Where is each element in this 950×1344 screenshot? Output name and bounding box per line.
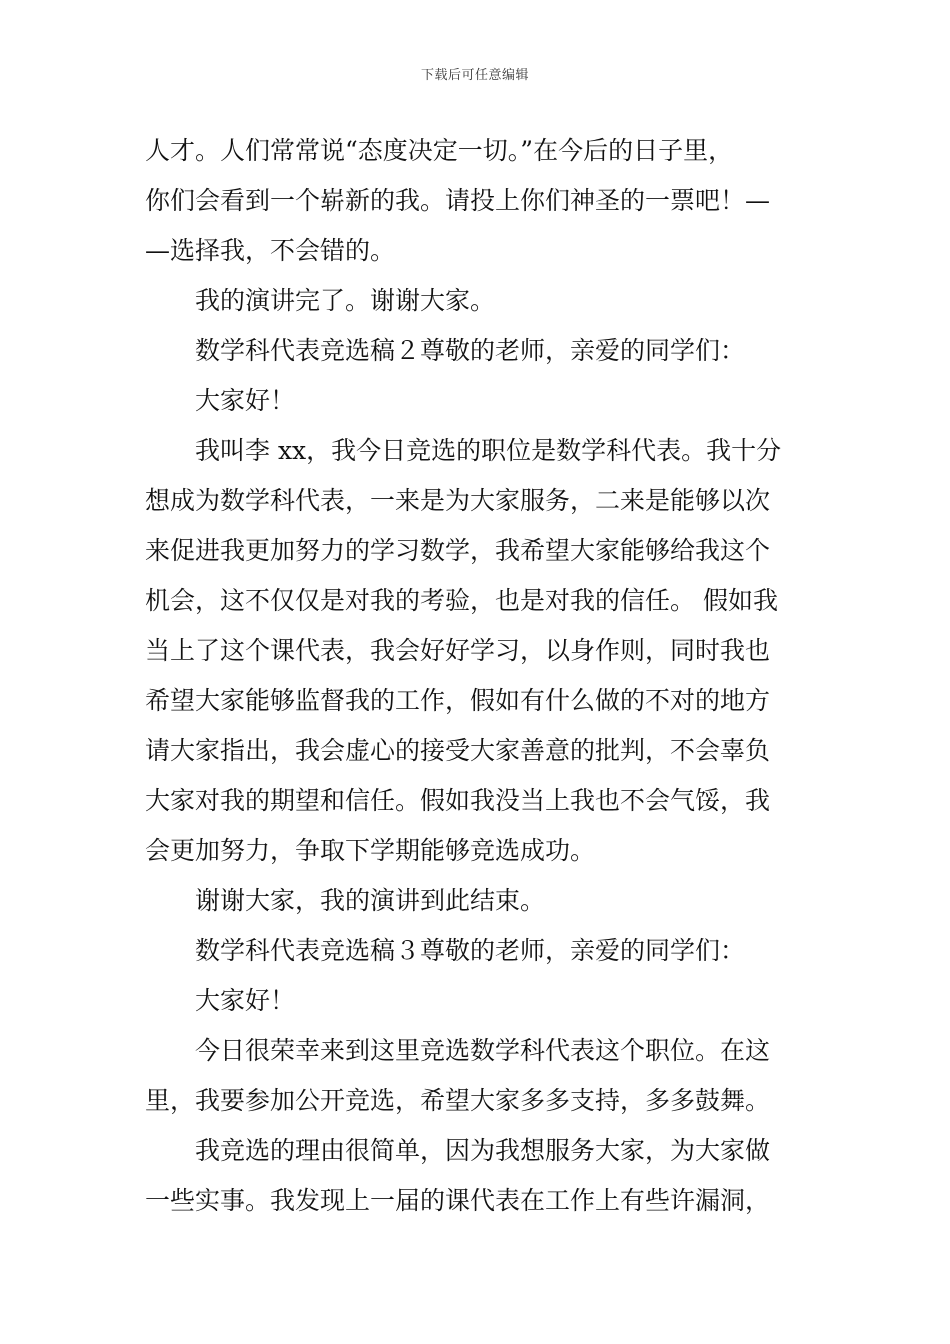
text-line: 当上了这个课代表，我会好好学习，以身作则，同时我也 — [145, 636, 771, 665]
text-line: 来促进我更加努力的学习数学，我希望大家能够给我这个 — [145, 536, 771, 565]
text-line: 人才。人们常常说“态度决定一切。”在今后的日子里， — [145, 136, 734, 165]
text-line: 一些实事。我发现上一届的课代表在工作上有些许漏洞， — [145, 1186, 771, 1215]
page-header: 下载后可任意编辑 — [420, 68, 529, 83]
text-line: 希望大家能够监督我的工作，假如有什么做的不对的地方 — [145, 686, 771, 715]
text-line: 会更加努力，争取下学期能够竞选成功。 — [145, 836, 596, 865]
text-line: 里，我要参加公开竞选，希望大家多多支持，多多鼓舞。 — [145, 1086, 771, 1115]
document-body — [145, 126, 807, 1226]
text-line: 今日很荣幸来到这里竞选数学科代表这个职位。在这 — [195, 1036, 771, 1065]
text-line: —选择我，不会错的。 — [145, 236, 396, 265]
text-line: 我竞选的理由很简单，因为我想服务大家，为大家做 — [195, 1136, 771, 1165]
section-title: 数学科代表竞选稿３尊敬的老师，亲爱的同学们： — [195, 936, 746, 965]
section-title: 数学科代表竞选稿２尊敬的老师，亲爱的同学们： — [195, 336, 746, 365]
greeting: 大家好！ — [195, 386, 296, 415]
text-line: 大家对我的期望和信任。假如我没当上我也不会气馁，我 — [145, 786, 771, 815]
text-line: 我的演讲完了。谢谢大家。 — [195, 286, 496, 315]
text-line: 你们会看到一个崭新的我。请投上你们神圣的一票吧！— — [145, 186, 771, 215]
text-line: 想成为数学科代表，一来是为大家服务，二来是能够以次 — [145, 486, 771, 515]
greeting: 大家好！ — [195, 986, 296, 1015]
text-line: 谢谢大家，我的演讲到此结束。 — [195, 886, 546, 915]
text-line: 请大家指出，我会虚心的接受大家善意的批判，不会辜负 — [145, 736, 771, 765]
text-line: 机会，这不仅仅是对我的考验，也是对我的信任。 假如我 — [145, 586, 778, 615]
text-line: 我叫李 xx，我今日竞选的职位是数学科代表。我十分 — [195, 436, 782, 465]
